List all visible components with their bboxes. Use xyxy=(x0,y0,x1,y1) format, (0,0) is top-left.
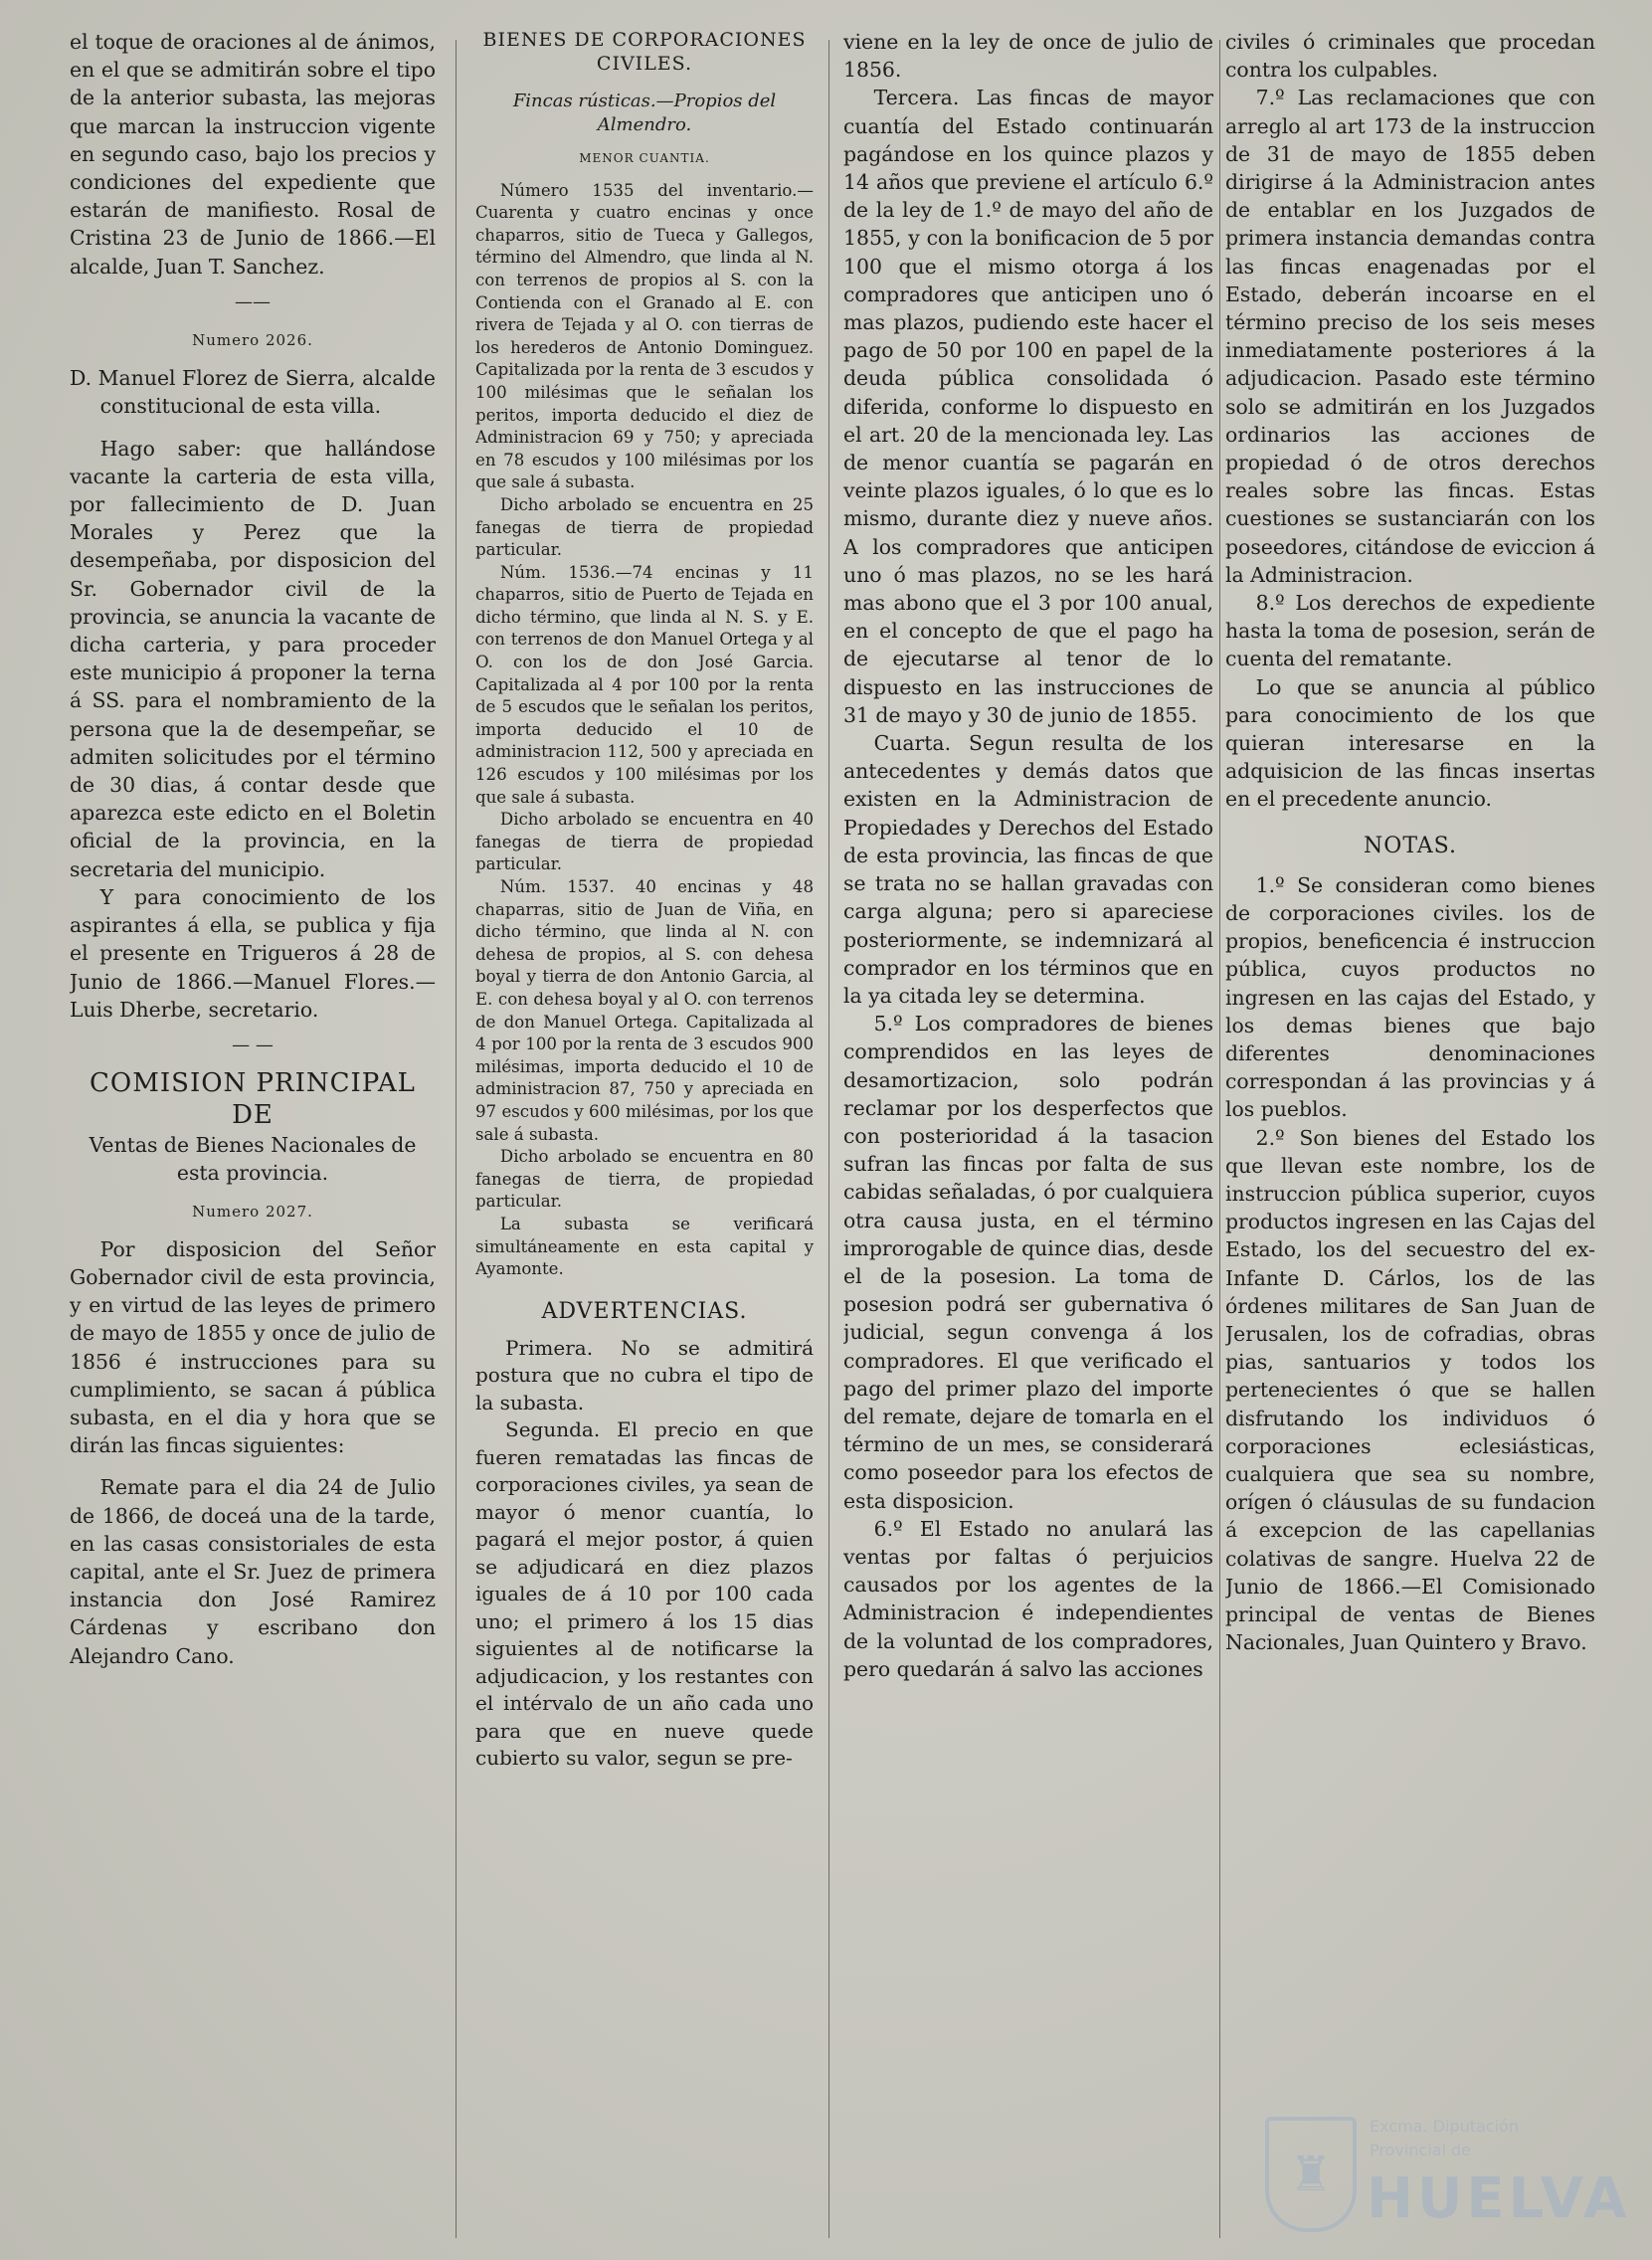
notice-number: Numero 2027. xyxy=(192,1202,313,1221)
category-label: MENOR CUANTIA. xyxy=(579,151,710,165)
paragraph: Dicho arbolado se encuentra en 80 fanegas de tierra, de propiedad particular. xyxy=(475,1147,814,1212)
column-rule xyxy=(456,40,457,2238)
section-subheading: Ventas de Bienes Nacionales de esta provincia. xyxy=(89,1133,417,1186)
column-rule xyxy=(1219,40,1220,2238)
paragraph: Núm. 1536.—74 encinas y 11 chaparros, sitio de Puerto de Tejada en dicho término, que linda al N. S. y E. con terrenos de don Manuel Ortega y al O. con los de don José Garcia. Capitalizada al 4 por 100 por la renta de 5 escudos que le señalan los peritos, importa deducido el 10 de administracion 112, 500 y apreciada en 126 escudos y 100 milésimas por los que sale á subasta. xyxy=(475,562,814,807)
paragraph: Segunda. El precio en que fueren rematadas las fincas de corporaciones civiles, ya sean de mayor ó menor cuantía, lo pagará el mejor postor, á quien se adjudicará en diez plazos iguales de á 10 por 100 cada uno; el primero á los 15 dias siguientes al de notificarse la adjudicacion, y los restantes con el intérvalo de un año cada uno para que en nueve quede cubierto su valor, segun se pre- xyxy=(475,1417,814,1771)
paragraph: Cuarta. Segun resulta de los antecedentes y demás datos que existen en la Administracion de Propiedades y Derechos del Estado de esta provincia, las fincas de que se trata no se hallan gravadas con carga alguna; pero si apareciese posteriormente, se indemnizará al comprador en los términos que en la ya citada ley se determina. xyxy=(843,731,1213,1008)
archive-watermark xyxy=(1255,2101,1631,2240)
paragraph: 2.º Son bienes del Estado los que llevan este nombre, los de instruccion pública superior, cuyos productos ingresen en las Cajas del Estado, los del secuestro del ex-Infante D. Cárlos, los de las órdenes militares de San Juan de Jerusalen, los de cofradias, obras pias, santuarios y todos los pertenecientes ó que se hallen disfrutando los individuos ó corporaciones eclesiásticas, cualquiera que sea su nombre, orígen ó cláusulas de su fundacion á excepcion de las capellanias colativas de sangre. Huelva 22 de Junio de 1866.—El Comisionado principal de ventas de Bienes Nacionales, Juan Quintero y Bravo. xyxy=(1225,1125,1595,1655)
paragraph: 1.º Se consideran como bienes de corporaciones civiles. los de propios, beneficencia é instruccion pública, cuyos productos no ingresen en las cajas del Estado, y los demas bienes que bajo diferentes denominaciones correspondan á las provincias y á los pueblos. xyxy=(1225,872,1595,1122)
paragraph: Núm. 1537. 40 encinas y 48 chaparras, sitio de Juan de Viña, en dicho término, que linda al N. con dehesa de propios, al S. con dehesa boyal y tierra de don Antonio Garcia, al E. con dehesa boyal y al O. con terrenos de don Manuel Ortega. Capitalizada al 4 por 100 por la renta de 3 escudos 900 milésimas, importa deducido el 10 de administracion 87, 750 y apreciada en 97 escudos y 600 milésimas, por los que sale á subasta. xyxy=(475,877,814,1144)
shield-icon: ♜ xyxy=(1265,2117,1357,2232)
column-2 xyxy=(475,28,814,2246)
watermark-word: HUELVA xyxy=(1367,2166,1631,2231)
column-rule xyxy=(828,40,829,2238)
column-3 xyxy=(843,28,1213,2246)
section-heading: BIENES DE CORPORACIONES CIVILES. xyxy=(482,29,807,75)
paragraph: Dicho arbolado se encuentra en 40 fanegas de tierra de propiedad particular. xyxy=(475,810,814,874)
section-heading: NOTAS. xyxy=(1364,833,1457,858)
paragraph: 7.º Las reclamaciones que con arreglo al art 173 de la instruccion de 31 de mayo de 1855 deben dirigirse á la Administracion antes de entablar en los Juzgados de primera instancia demandas contra las fincas enagenadas por el Estado, deberán incoarse en el término preciso de los seis meses inmediatamente posteriores á la adjudicacion. Pasado este término solo se admitirán en los Juzgados ordinarios las acciones de propiedad ó de otros derechos reales sobre las fincas. Estas cuestiones se sustanciarán con los poseedores, citándose de eviccion á la Administracion. xyxy=(1225,86,1595,587)
paragraph: Dicho arbolado se encuentra en 25 fanegas de tierra de propiedad particular. xyxy=(475,494,814,560)
paragraph: La subasta se verificará simultáneamente en esta capital y Ayamonte. xyxy=(475,1214,814,1279)
watermark-caption: Excma. Diputación Provincial de xyxy=(1370,2117,1519,2160)
paragraph: Número 1535 del inventario.—Cuarenta y cuatro encinas y once chaparros, sitio de Tueca y Gallegos, término del Almendro, que linda al N. con terrenos de propios al S. con la Contienda con el Granado al E. con rivera de Tejada y al O. con tierras de los herederos de Antonio Dominguez. Capitalizada por la renta de 3 escudos y 100 milésimas que le señalan los peritos, importa deducido el diez de Administracion 69 y 750; y apreciada en 78 escudos y 100 milésimas por los que sale á subasta. xyxy=(475,180,814,492)
paragraph: Por disposicion del Señor Gobernador civil de esta provincia, y en virtud de las leyes de primero de mayo de 1855 y once de julio de 1856 é instrucciones para su cumplimiento, se sacan á pública subasta, en el dia y hora que se dirán las fincas siguientes: xyxy=(70,1236,436,1458)
column-1 xyxy=(70,28,436,2246)
paragraph: civiles ó criminales que procedan contra los culpables. xyxy=(1225,30,1595,83)
section-subheading: Fincas rústicas.—Propios del Almendro. xyxy=(512,91,777,135)
paragraph: 5.º Los compradores de bienes comprendidos en las leyes de desamortizacion, solo podrán reclamar por los desperfectos que con posterioridad á la tasacion sufran las fincas por falta de sus cabidas señaladas, ó por cualquiera otra causa justa, en el término improrogable de quince dias, desde el de la posesion. La toma de posesion podrá ser gubernativa ó judicial, segun convenga á los compradores. El que verificado el pago del primer plazo del importe del remate, dejare de tomarla en el término de un mes, se considerará como poseedor para los efectos de esta disposicion. xyxy=(843,1012,1213,1513)
paragraph: Y para conocimiento de los aspirantes á ella, se publica y fija el presente en Trigueros á 28 de Junio de 1866.—Manuel Flores.—Luis Dherbe, secretario. xyxy=(70,884,436,1022)
paragraph: Hago saber: que hallándose vacante la carteria de esta villa, por fallecimiento de D. Juan Morales y Perez que la desempeñaba, por disposicion del Sr. Gobernador civil de la provincia, se anuncia la vacante de dicha carteria, y para proceder este municipio á proponer la terna á SS. para el nombramiento de la persona que la de desempeñar, se admiten solicitudes por el término de 30 dias, á contar desde que aparezca este edicto en el Boletin oficial de la provincia, en la secretaria del municipio. xyxy=(70,436,436,881)
separator: — — xyxy=(232,1034,274,1055)
section-heading: ADVERTENCIAS. xyxy=(541,1298,748,1324)
paragraph: 8.º Los derechos de expediente hasta la toma de posesion, serán de cuenta del rematante. xyxy=(1225,591,1595,671)
paragraph: el toque de oraciones al de ánimos, en el que se admitirán sobre el tipo de la anterior subasta, las mejoras que marcan la instruccion vigente en segundo caso, bajo los precios y condiciones del expediente que estarán de manifiesto. Rosal de Cristina 23 de Junio de 1866.—El alcalde, Juan T. Sanchez. xyxy=(70,30,436,279)
paragraph: 6.º El Estado no anulará las ventas por faltas ó perjuicios causados por los agentes de la Administracion é independientes de la voluntad de los compradores, pero quedarán á salvo las acciones xyxy=(843,1516,1213,1681)
paragraph: Remate para el dia 24 de Julio de 1866, de doceá una de la tarde, en las casas consistoriales de esta capital, ante el Sr. Juez de primera instancia don José Ramirez Cárdenas y escribano don Alejandro Cano. xyxy=(70,1475,436,1668)
paragraph: Primera. No se admitirá postura que no cubra el tipo de la subasta. xyxy=(475,1335,814,1414)
paragraph: Tercera. Las fincas de mayor cuantía del Estado continuarán pagándose en los quince plazos y 14 años que previene el artículo 6.º de la ley de 1.º de mayo del año de 1855, y con la bonificacion de 5 por 100 que el mismo otorga á los compradores que anticipen uno ó mas plazos, pudiendo este hacer el pago de 50 por 100 en papel de la deuda pública consolidada ó diferida, conforme lo dispuesto en el art. 20 de la mencionada ley. Las de menor cuantía se pagarán en veinte plazos iguales, ó lo que es lo mismo, durante diez y nueve años. A los compradores que anticipen uno ó mas plazos, no se les hará mas abono que el 3 por 100 anual, en el concepto de que el pago ha de ejecutarse al tenor de lo dispuesto en las instrucciones de 31 de mayo y 30 de junio de 1855. xyxy=(843,86,1213,727)
section-heading: COMISION PRINCIPAL DE xyxy=(90,1068,416,1131)
column-4 xyxy=(1225,28,1595,2246)
notice-number: Numero 2026. xyxy=(192,331,313,350)
separator: —— xyxy=(235,290,271,312)
paragraph: viene en la ley de once de julio de 1856. xyxy=(843,30,1213,83)
notice-header: D. Manuel Florez de Sierra, alcalde constitucional de esta villa. xyxy=(70,366,436,419)
paragraph: Lo que se anuncia al público para conocimiento de los que quieran interesarse en la adquisicion de las fincas insertas en el precedente anuncio. xyxy=(1225,674,1595,812)
